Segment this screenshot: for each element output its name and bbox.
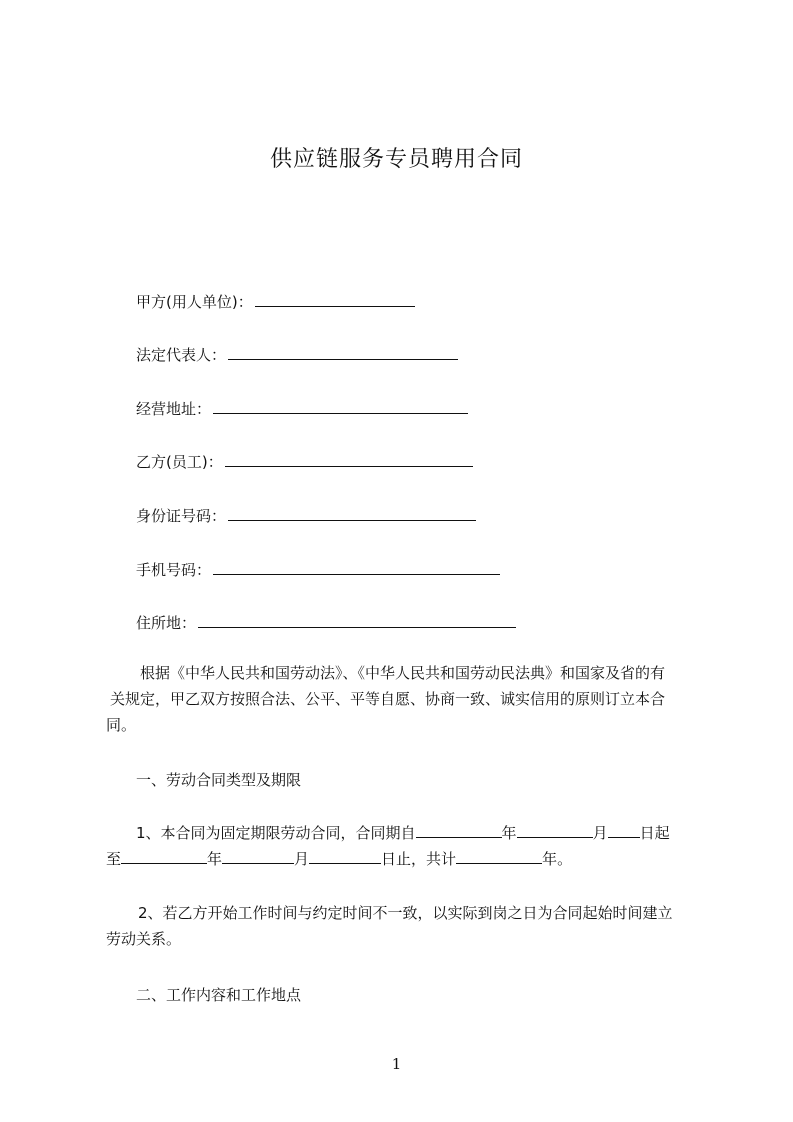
- residence-field: [136, 613, 516, 633]
- address-label: 经营地址：: [136, 400, 212, 418]
- day-end-label: 日止，共计: [381, 850, 457, 868]
- year-label: 年: [501, 824, 517, 842]
- end-year-blank[interactable]: [121, 849, 207, 864]
- day-start-label: 日起: [639, 824, 670, 842]
- party-a-blank[interactable]: [255, 292, 415, 307]
- party-b-blank[interactable]: [225, 452, 473, 467]
- residence-blank[interactable]: [198, 613, 516, 628]
- end-month-blank[interactable]: [222, 849, 294, 864]
- party-b-field: [136, 452, 473, 472]
- contract-title: 供应链服务专员聘用合同: [269, 147, 523, 172]
- to-label: 至: [106, 850, 122, 868]
- page-number: 1: [391, 1055, 402, 1073]
- legal-rep-field: [136, 345, 458, 365]
- month-label: 月: [592, 824, 608, 842]
- party-a-field: [136, 292, 415, 312]
- intro-line-3: 同。: [106, 716, 137, 734]
- phone-label: 手机号码：: [136, 561, 212, 579]
- years-label: 年。: [542, 850, 573, 868]
- month-label-2: 月: [294, 850, 310, 868]
- intro-line-2: 关规定，甲乙双方按照合法、公平、平等自愿、协商一致、诚实信用的原则订立本合: [110, 690, 666, 708]
- id-number-field: [136, 506, 476, 526]
- id-number-blank[interactable]: [228, 506, 476, 521]
- intro-line-1: 根据《中华人民共和国劳动法》、《中华人民共和国劳动民法典》和国家及省的有: [140, 664, 666, 682]
- year-label-2: 年: [207, 850, 223, 868]
- term-text: 1、本合同为固定期限劳动合同，合同期自: [136, 824, 416, 842]
- phone-blank[interactable]: [213, 560, 500, 575]
- id-number-label: 身份证号码：: [136, 507, 227, 525]
- legal-rep-label: 法定代表人：: [136, 346, 227, 364]
- intro-paragraph: [106, 660, 706, 738]
- section-1-heading: 一、劳动合同类型及期限: [136, 771, 302, 789]
- item-2-line-1: 2、若乙方开始工作时间与约定时间不一致，以实际到岗之日为合同起始时间建立: [138, 904, 673, 922]
- party-a-label: 甲方(用人单位)：: [136, 293, 253, 311]
- start-day-blank[interactable]: [608, 823, 640, 838]
- residence-label: 住所地：: [136, 614, 197, 632]
- total-years-blank[interactable]: [456, 849, 542, 864]
- section-1-item-2: [106, 900, 706, 952]
- end-day-blank[interactable]: [309, 849, 381, 864]
- legal-rep-blank[interactable]: [228, 345, 458, 360]
- phone-field: [136, 560, 500, 580]
- item-2-line-2: 劳动关系。: [106, 930, 182, 948]
- section-1-item-1: [106, 820, 706, 872]
- start-year-blank[interactable]: [416, 823, 502, 838]
- start-month-blank[interactable]: [517, 823, 593, 838]
- address-blank[interactable]: [213, 399, 468, 414]
- section-2-heading: 二、工作内容和工作地点: [136, 986, 302, 1004]
- party-b-label: 乙方(员工)：: [136, 453, 223, 471]
- address-field: [136, 399, 468, 419]
